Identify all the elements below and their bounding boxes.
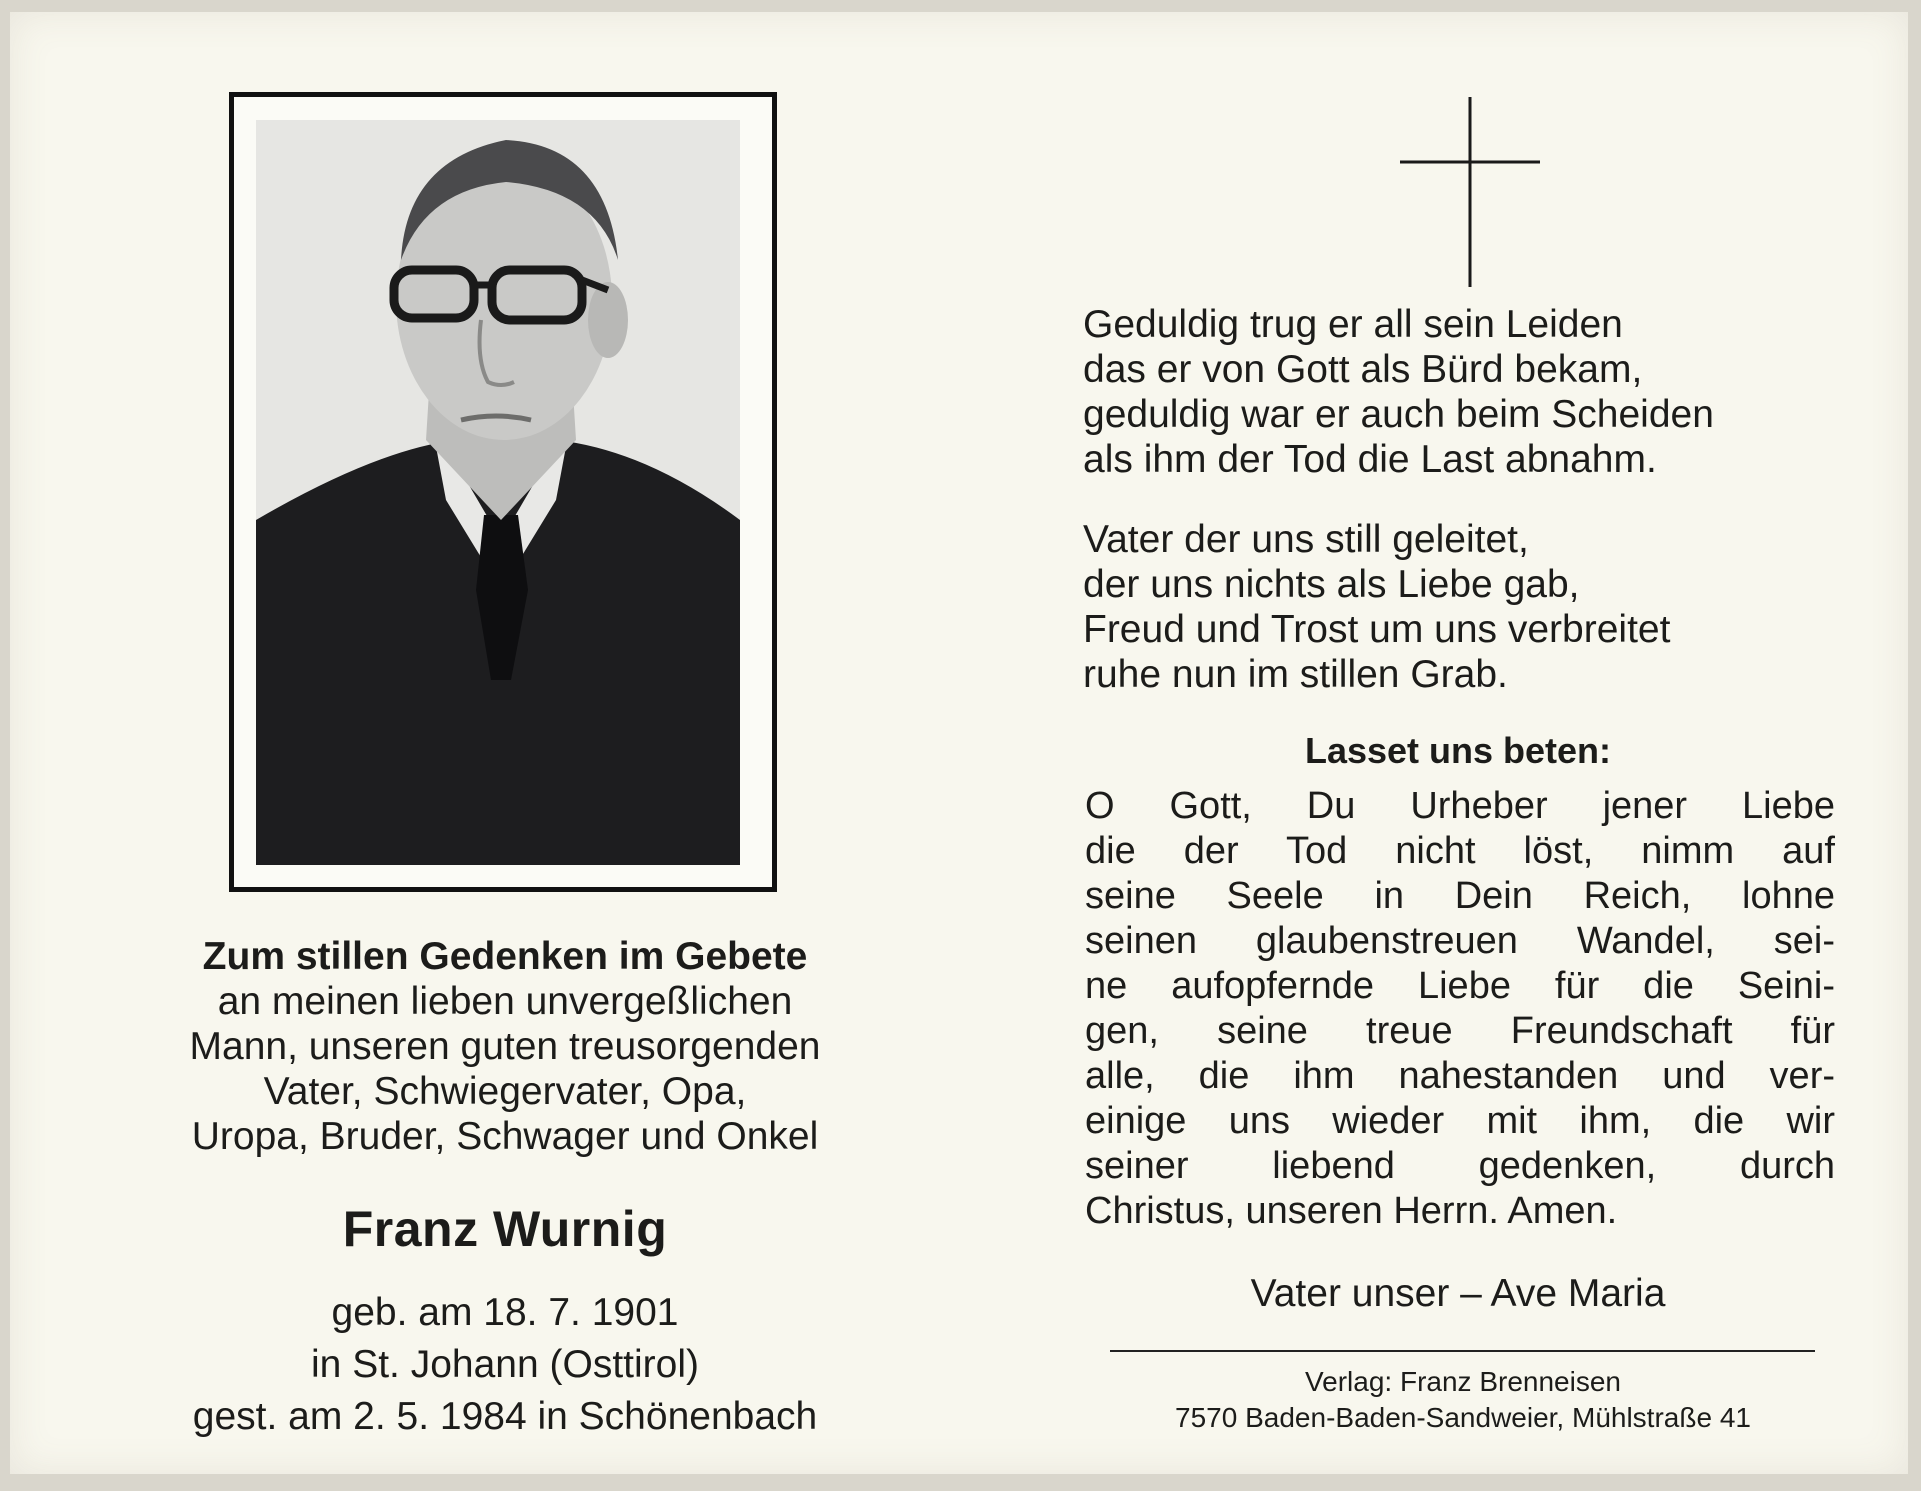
verse-line: Vater der uns still geleitet, xyxy=(1083,518,1529,561)
verse-line: das er von Gott als Bürd bekam, xyxy=(1083,348,1643,391)
verse-line: Freud und Trost um uns verbreitet xyxy=(1083,608,1671,651)
intro-text xyxy=(130,934,880,1159)
verse-2 xyxy=(1083,517,1670,697)
intro-line: Mann, unseren guten treusorgenden xyxy=(189,1025,821,1068)
prayer-line: O Gott, Du Urheber jener Liebe xyxy=(1085,785,1835,827)
birth-place: in St. Johann (Osttirol) xyxy=(311,1343,699,1386)
intro-line: Uropa, Bruder, Schwager und Onkel xyxy=(191,1115,819,1158)
verse-line: der uns nichts als Liebe gab, xyxy=(1083,563,1580,606)
birth-date: geb. am 18. 7. 1901 xyxy=(331,1291,679,1334)
cross-icon xyxy=(1400,97,1540,287)
prayer-line: gen, seine treue Freundschaft für xyxy=(1085,1010,1835,1052)
prayer-line: seine Seele in Dein Reich, lohne xyxy=(1085,875,1835,917)
life-dates xyxy=(130,1287,880,1443)
deceased-name: Franz Wurnig xyxy=(342,1201,668,1257)
verse-line: Geduldig trug er all sein Leiden xyxy=(1083,303,1623,346)
prayer-line: ne aufopfernde Liebe für die Seini- xyxy=(1085,965,1835,1007)
prayer-line: die der Tod nicht löst, nimm auf xyxy=(1085,830,1835,872)
verse-line: geduldig war er auch beim Scheiden xyxy=(1083,393,1714,436)
publisher-address: 7570 Baden-Baden-Sandweier, Mühlstraße 41 xyxy=(1175,1402,1751,1433)
prayer-text xyxy=(1085,784,1835,1234)
divider xyxy=(1110,1350,1815,1352)
publisher-name: Verlag: Franz Brenneisen xyxy=(1305,1366,1621,1397)
portrait-illustration xyxy=(256,120,740,865)
photo-frame xyxy=(229,92,777,892)
prayer-line: Christus, unseren Herrn. Amen. xyxy=(1085,1190,1618,1232)
verse-line: ruhe nun im stillen Grab. xyxy=(1083,653,1508,696)
verse-1 xyxy=(1083,302,1714,482)
verse-line: als ihm der Tod die Last abnahm. xyxy=(1083,438,1657,481)
memorial-card xyxy=(10,12,1908,1474)
death-date: gest. am 2. 5. 1984 in Schönenbach xyxy=(192,1395,818,1438)
publisher-info xyxy=(1083,1364,1843,1436)
prayer-line: seinen glaubenstreuen Wandel, sei- xyxy=(1085,920,1835,962)
closing-prayers: Vater unser – Ave Maria xyxy=(1250,1272,1666,1315)
prayer-line: seiner liebend gedenken, durch xyxy=(1085,1145,1835,1187)
portrait-photo xyxy=(256,120,740,865)
intro-lead: Zum stillen Gedenken im Gebete xyxy=(202,935,808,978)
intro-line: Vater, Schwiegervater, Opa, xyxy=(263,1070,747,1113)
prayer-line: alle, die ihm nahestanden und ver- xyxy=(1085,1055,1835,1097)
intro-line: an meinen lieben unvergeßlichen xyxy=(217,980,793,1023)
prayer-heading: Lasset uns beten: xyxy=(1304,730,1612,771)
prayer-line: einige uns wieder mit ihm, die wir xyxy=(1085,1100,1835,1142)
